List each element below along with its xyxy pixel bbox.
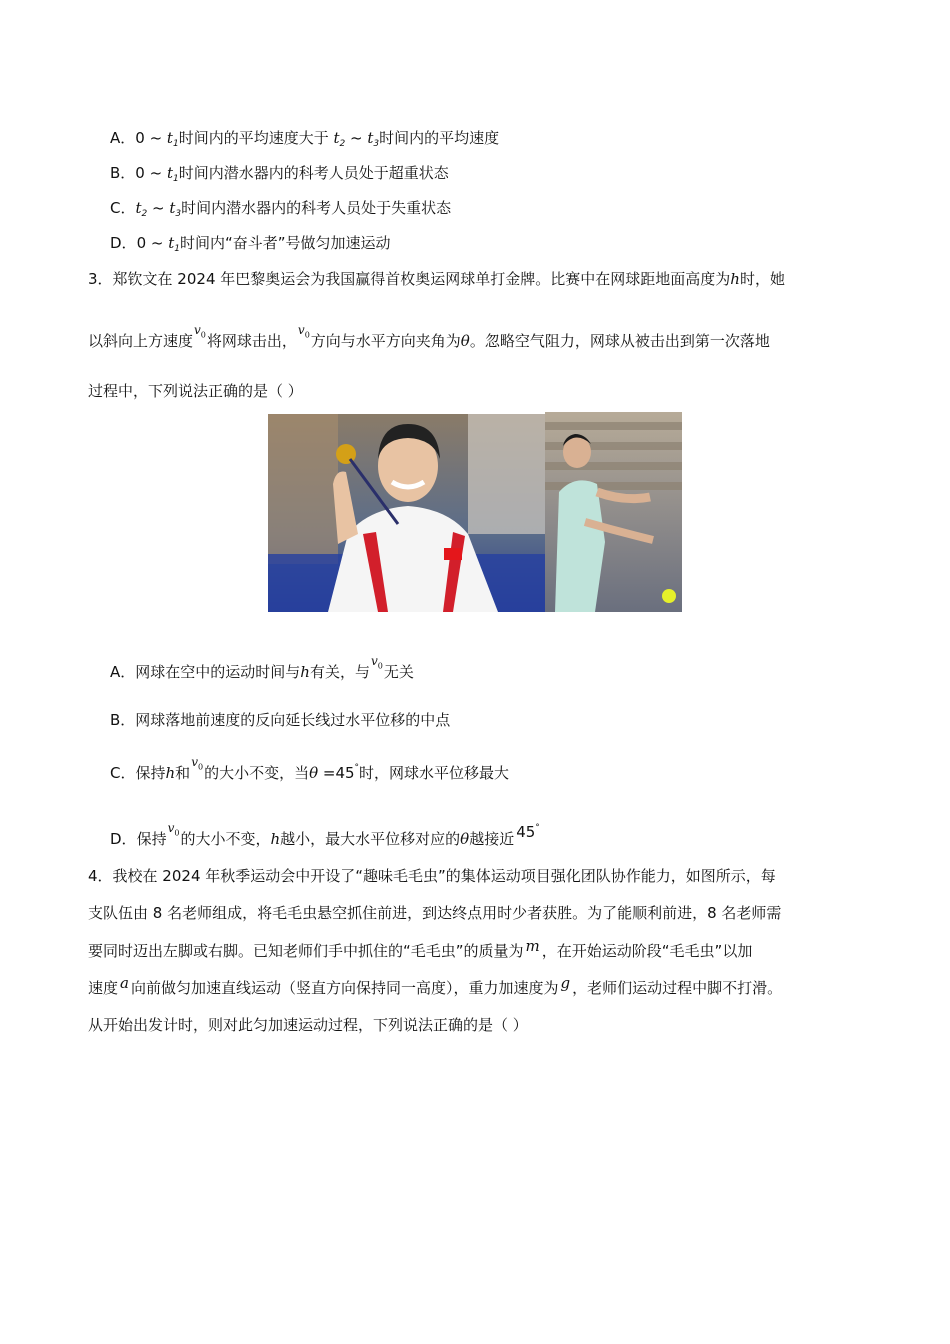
var-h: h xyxy=(300,663,310,681)
q3-stem-line2 xyxy=(88,323,770,357)
option-text: 0 ~ xyxy=(135,129,167,147)
stem-text: 速度 xyxy=(88,979,119,997)
stem-text: 向前做匀加速直线运动（竖直方向保持同一高度），重力加速度为 xyxy=(130,979,559,997)
var-t: t xyxy=(135,199,142,217)
var-t: t xyxy=(166,164,173,182)
option-text: 的大小不变，当 xyxy=(204,764,310,782)
photo-medal-winner xyxy=(268,414,545,612)
q3-option-d xyxy=(110,818,540,855)
option-text: 无关 xyxy=(383,663,414,681)
option-text: 和 xyxy=(175,764,191,782)
q4-stem-line3 xyxy=(88,937,753,961)
q3-stem-line3: 过程中，下列说法正确的是（ ） xyxy=(88,382,303,400)
option-text: 保持 xyxy=(136,830,167,848)
q3-option-b xyxy=(110,710,450,730)
subscript: 1 xyxy=(172,174,179,184)
q4-stem-line4 xyxy=(88,974,783,998)
option-label: D． xyxy=(110,830,137,848)
stem-text: 方向与水平方向夹角为 xyxy=(310,332,461,350)
q3-stem-line1 xyxy=(88,269,785,289)
option-text: ~ xyxy=(345,129,368,147)
var-t: t xyxy=(166,129,173,147)
subscript: 2 xyxy=(141,209,148,219)
q2-option-a xyxy=(110,128,499,154)
degree-sign: ° xyxy=(535,823,540,833)
option-text: 时间内的平均速度大于 xyxy=(178,129,334,147)
angle-45: 45 xyxy=(516,823,536,841)
var-v0: v0 xyxy=(167,821,180,838)
var-t: t xyxy=(367,129,374,147)
var-h: h xyxy=(270,830,281,848)
option-text: =45 xyxy=(318,764,355,782)
q2-option-d xyxy=(110,233,391,259)
option-text: 0 ~ xyxy=(135,164,167,182)
photo-tennis-stroke xyxy=(545,412,682,612)
option-label: D． xyxy=(110,234,137,252)
q4-stem-line5: 从开始出发计时，则对此匀加速运动过程，下列说法正确的是（ ） xyxy=(88,1016,528,1034)
q3-option-a xyxy=(110,654,414,688)
var-m: m xyxy=(525,937,540,955)
option-text: 0 ~ xyxy=(136,234,169,252)
stem-text: 将网球击出， xyxy=(206,332,297,350)
var-h: h xyxy=(730,270,740,288)
var-h: h xyxy=(165,764,176,782)
subscript: 3 xyxy=(373,139,380,149)
var-theta: θ xyxy=(460,830,470,848)
var-v0: v0 xyxy=(370,654,383,671)
subscript: 2 xyxy=(339,139,346,149)
q2-option-c xyxy=(110,198,451,224)
var-v0: v0 xyxy=(194,323,206,340)
var-v0: v0 xyxy=(297,323,310,340)
var-g: g xyxy=(560,974,571,992)
option-text: 网球落地前速度的反向延长线过水平位移的中点 xyxy=(135,711,451,729)
option-text: 时，网球水平位移最大 xyxy=(359,764,510,782)
degree-sign: ° xyxy=(354,763,360,773)
var-t: t xyxy=(169,199,176,217)
q4-stem-line2: 支队伍由 8 名老师组成，将毛毛虫悬空抓住前进，到达终点用时少者获胜。为了能顺利前进，8 名老师需 xyxy=(88,904,782,922)
subscript: 1 xyxy=(174,244,180,254)
stem-text: 要同时迈出左脚或右脚。已知老师们手中抓住的“毛毛虫”的质量为 xyxy=(88,942,524,960)
option-text: 时间内的平均速度 xyxy=(379,129,500,147)
stem-text: 时，她 xyxy=(739,270,785,288)
stem-text: ，在开始运动阶段“毛毛虫”以加 xyxy=(541,942,753,960)
option-text: 保持 xyxy=(135,764,166,782)
option-label: A． xyxy=(110,663,136,681)
stem-text: 以斜向上方速度 xyxy=(88,332,194,350)
var-t: t xyxy=(168,234,175,252)
subscript: 1 xyxy=(172,139,179,149)
var-a: a xyxy=(120,974,129,992)
option-label: C． xyxy=(110,199,136,217)
q2-option-b xyxy=(110,163,449,189)
subscript: 3 xyxy=(175,209,182,219)
option-text: 时间内潜水器内的科考人员处于失重状态 xyxy=(181,199,452,217)
option-text: 时间内潜水器内的科考人员处于超重状态 xyxy=(178,164,449,182)
var-theta: θ xyxy=(309,764,319,782)
option-text: 时间内“奋斗者”号做匀加速运动 xyxy=(179,234,391,252)
option-text: 有关，与 xyxy=(309,663,370,681)
q3-option-c xyxy=(110,755,510,789)
option-text: 越小，最大水平位移对应的 xyxy=(280,830,461,848)
option-label: B． xyxy=(110,711,136,729)
stem-text: ，老师们运动过程中脚不打滑。 xyxy=(572,979,783,997)
option-text: ~ xyxy=(147,199,170,217)
option-label: B． xyxy=(110,164,136,182)
stem-text: 3．郑钦文在 2024 年巴黎奥运会为我国赢得首枚奥运网球单打金牌。比赛中在网球距地面高度为 xyxy=(88,270,731,288)
option-label: A． xyxy=(110,129,136,147)
q4-stem-line1: 4．我校在 2024 年秋季运动会中开设了“趣味毛毛虫”的集体运动项目强化团队协作能力，如图所示，每 xyxy=(88,867,776,885)
option-text: 网球在空中的运动时间与 xyxy=(135,663,301,681)
option-text: 的大小不变， xyxy=(180,830,271,848)
stem-text: 。忽略空气阻力，网球从被击出到第一次落地 xyxy=(469,332,770,350)
var-theta: θ xyxy=(460,332,470,350)
var-t: t xyxy=(333,129,340,147)
option-text: 越接近 xyxy=(469,830,515,848)
option-label: C． xyxy=(110,764,136,782)
var-v0: v0 xyxy=(191,755,204,772)
